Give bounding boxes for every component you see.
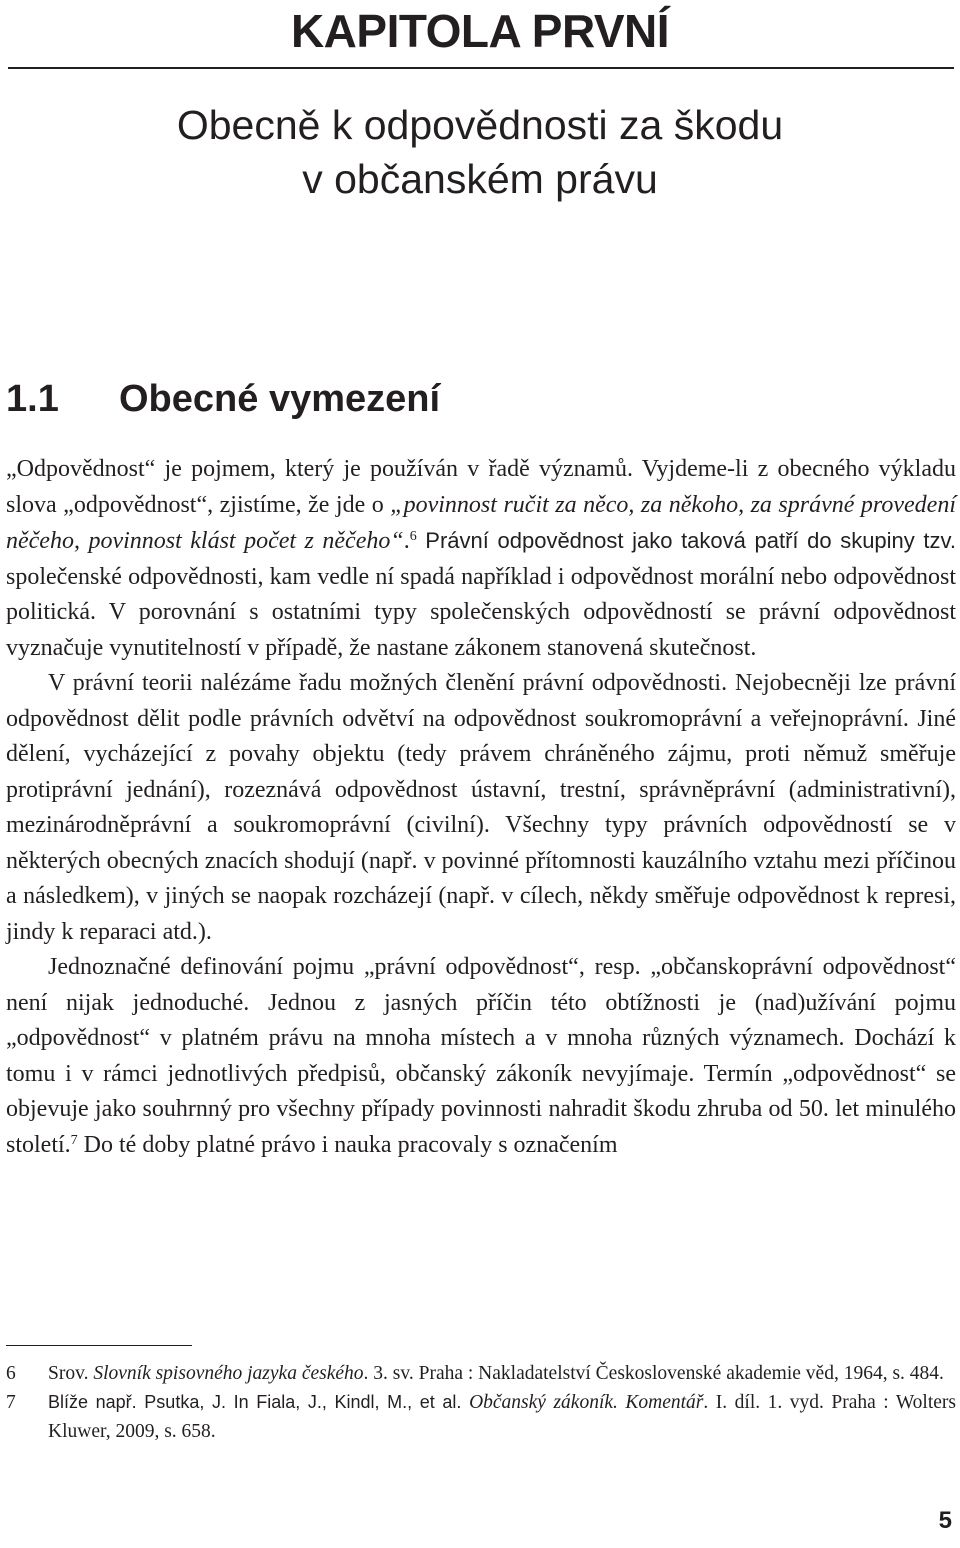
section-number: 1.1 xyxy=(6,378,59,420)
paragraph-1-quote: „povinnost ručit za něco, za někoho, za správné provedení něčeho, povinnost klást počet z něčeho“ xyxy=(6,491,956,554)
paragraph-3-text-b: Do té doby platné právo i nauka pracovaly s označením xyxy=(77,1131,618,1158)
paragraph-1-text-c: Právní odpovědnost jako taková patří do skupiny tzv. xyxy=(416,528,956,553)
paragraph-1 xyxy=(6,452,956,666)
footnote-text xyxy=(48,1388,956,1446)
footnote-number: 6 xyxy=(6,1363,16,1384)
footnote-text-a: Blíže např. Psutka, J. In Fiala, J., Kindl, M., et al. xyxy=(48,1392,470,1412)
paragraph-3 xyxy=(6,950,956,1163)
paragraph-2: V právní teorii nalézáme řadu možných členění právní odpovědnosti. Nejobecněji lze právní odpovědnost dělit podle právních odvětví na odpovědnost soukromoprávní a veřejnoprávní. Jiné dělení, vycházející z povahy objektu (tedy právem chráněného zájmu, proti němuž směřuje protiprávní jednání), rozeznává odpovědnost ústavní, trestní, správněprávní (administrativní), mezinárodněprávní a soukromoprávní (civilní). Všechny typy právních odpovědností se v některých obecných znacích shodují (např. v povinné přítomnosti kauzálního vztahu mezi příčinou a následkem), v jiných se naopak rozcházejí (např. v cílech, někdy směřuje odpovědnost k represi, jindy k reparaci atd.). xyxy=(6,670,956,945)
footnote-divider xyxy=(6,1345,192,1346)
footnote-ref-7[interactable]: 7 xyxy=(70,1132,78,1148)
section-title: Obecné vymezení xyxy=(119,378,441,420)
footnotes xyxy=(6,1359,956,1446)
chapter-divider xyxy=(8,67,954,69)
paragraph-3-text-a: Jednoznačné definování pojmu „právní odpovědnost“, resp. „občanskoprávní odpovědnost“ není nijak jednoduché. Jednou z jasných příčin této obtížnosti je (nad)užívání pojmu „odpovědnost“ v platném právu na mnoha místech a v mnoha různých významech. Dochází k tomu i v rámci jednotlivých předpisů, občanský zákoník nevyjímaje. Termín „odpovědnost“ se objevuje jako souhrnný pro všechny případy povinnosti nahradit škodu zhruba od 50. let minulého století. xyxy=(6,954,956,1158)
paragraph-1-text-b: . xyxy=(403,528,410,554)
footnote-6 xyxy=(6,1359,956,1388)
footnote-7 xyxy=(6,1388,956,1446)
chapter-label: KAPITOLA PRVNÍ xyxy=(290,5,670,57)
footnote-title: Slovník spisovného jazyka českého xyxy=(93,1363,364,1384)
page-number: 5 xyxy=(938,1507,952,1534)
body-text xyxy=(6,452,956,1163)
section-heading xyxy=(6,375,440,423)
footnote-text-a: Srov. xyxy=(48,1363,94,1384)
footnote-number: 7 xyxy=(6,1392,16,1413)
footnote-ref-6[interactable]: 6 xyxy=(409,529,417,544)
footnote-text xyxy=(48,1359,956,1388)
chapter-title xyxy=(0,98,960,206)
paragraph-1-text-d: společenské odpovědnosti, kam vedle ní spadá například i odpovědnost morální nebo odpovědnost politická. V porovnání s ostatními typy společenských odpovědností se právní odpovědnost vyznačuje vynutitelností v případě, že nastane zákonem stanovená skutečnost. xyxy=(6,563,956,661)
footnote-text-b: . 3. sv. Praha : Nakladatelství Československé akademie věd, 1964, s. 484. xyxy=(363,1363,944,1384)
chapter-title-line-2: v občanském právu xyxy=(302,156,658,202)
footnote-title: Občanský zákoník. Komentář xyxy=(469,1392,704,1413)
footnote-text-b: . I. díl. 1. vyd. Praha : Wolters Kluwer, 2009, s. 658. xyxy=(48,1392,957,1442)
paragraph-1-text-a: „Odpovědnost“ je pojmem, který je používán v řadě významů. Vyjdeme-li z obecného výkladu slova „odpovědnost“, zjistíme, že jde o xyxy=(6,456,956,518)
chapter-title-line-1: Obecně k odpovědnosti za škodu xyxy=(176,102,784,148)
